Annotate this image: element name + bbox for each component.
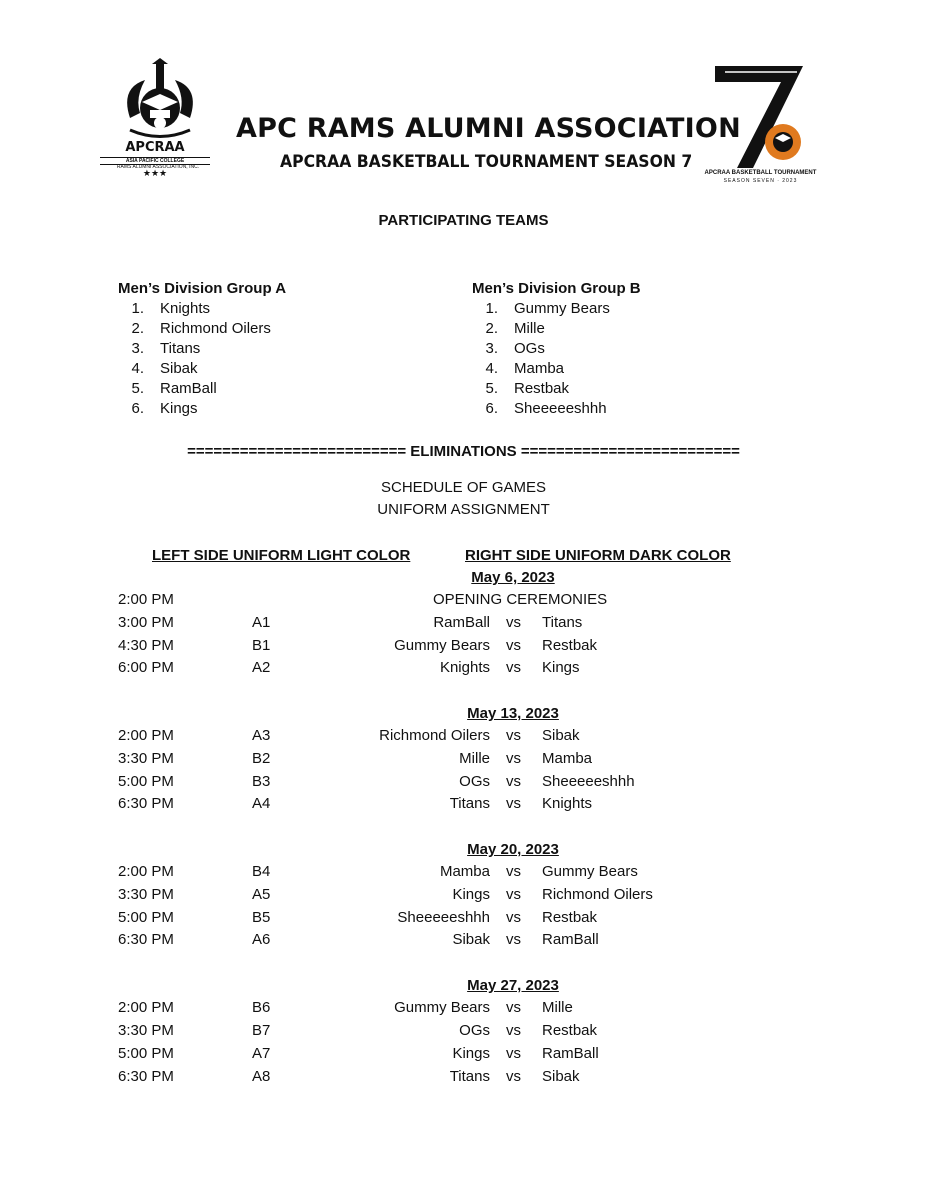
uniform-right-heading: RIGHT SIDE UNIFORM DARK COLOR [465, 547, 731, 564]
game-code: A5 [252, 886, 271, 903]
vs-label: vs [506, 909, 521, 926]
game-code: B1 [252, 637, 271, 654]
away-team: Sheeeeeshhh [542, 773, 635, 790]
game-time: 3:30 PM [118, 1022, 174, 1039]
list-item: 5. Restbak [485, 380, 570, 397]
team-name: Gummy Bears [514, 300, 610, 317]
game-time: 2:00 PM [118, 727, 174, 744]
team-name: Richmond Oilers [160, 320, 271, 337]
apcraa-logo [100, 58, 220, 178]
game-code: A2 [252, 659, 271, 676]
vs-label: vs [506, 999, 521, 1016]
table-row [0, 659, 927, 681]
game-code: B4 [252, 863, 271, 880]
list-item: 3. OGs [485, 340, 545, 357]
team-name: Restbak [514, 380, 570, 397]
vs-label: vs [506, 614, 521, 631]
table-row [0, 886, 927, 908]
game-time: 2:00 PM [118, 999, 174, 1016]
away-team: Sibak [542, 727, 580, 744]
game-code: A7 [252, 1045, 271, 1062]
list-item: 2. Richmond Oilers [131, 320, 271, 337]
table-row [0, 931, 927, 953]
table-row [0, 1022, 927, 1044]
list-item: 1. Gummy Bears [485, 300, 610, 317]
eliminations-banner: ========================= ELIMINATIONS ========================= [187, 443, 740, 460]
table-row [0, 863, 927, 885]
away-team: Sibak [542, 1068, 580, 1085]
list-item: 1. Knights [131, 300, 211, 317]
date-heading: May 20, 2023 [467, 841, 559, 858]
event-label: OPENING CEREMONIES [433, 591, 608, 608]
team-name: Sibak [160, 360, 198, 377]
logo-line1: ASIA PACIFIC COLLEGE [100, 157, 210, 165]
vs-label: vs [506, 659, 521, 676]
game-time: 6:30 PM [118, 1068, 174, 1085]
vs-label: vs [506, 1068, 521, 1085]
game-code: A8 [252, 1068, 271, 1085]
list-item: 6. Kings [131, 400, 198, 417]
game-time: 6:00 PM [118, 659, 174, 676]
table-row [0, 727, 927, 749]
vs-label: vs [506, 750, 521, 767]
season-7-logo [703, 60, 818, 185]
team-name: Mamba [514, 360, 565, 377]
home-team: RamBall [433, 614, 490, 631]
home-team: Mamba [439, 863, 490, 880]
game-time: 6:30 PM [118, 795, 174, 812]
home-team: Sheeeeeshhh [397, 909, 490, 926]
game-time: 5:00 PM [118, 773, 174, 790]
home-team: OGs [459, 1022, 490, 1039]
list-item: 3. Titans [131, 340, 201, 357]
game-code: B2 [252, 750, 271, 767]
page-subtitle: APCRAA BASKETBALL TOURNAMENT SEASON 7 [280, 152, 693, 172]
vs-label: vs [506, 795, 521, 812]
game-code: A4 [252, 795, 271, 812]
away-team: Restbak [542, 1022, 598, 1039]
vs-label: vs [506, 1045, 521, 1062]
list-item: 2. Mille [485, 320, 545, 337]
table-row [0, 773, 927, 795]
away-team: RamBall [542, 931, 599, 948]
table-row [0, 591, 927, 613]
list-item: 4. Mamba [485, 360, 565, 377]
home-team: Gummy Bears [394, 999, 490, 1016]
away-team: Titans [542, 614, 583, 631]
home-team: Kings [452, 1045, 490, 1062]
participating-title: PARTICIPATING TEAMS [378, 212, 549, 229]
game-time: 4:30 PM [118, 637, 174, 654]
table-row [0, 1045, 927, 1067]
team-name: Mille [514, 320, 545, 337]
table-row [0, 999, 927, 1021]
game-time: 3:00 PM [118, 614, 174, 631]
game-code: B6 [252, 999, 271, 1016]
game-time: 5:00 PM [118, 909, 174, 926]
logo-name: APCRAA [125, 140, 185, 155]
season-logo-line2: SEASON SEVEN · 2023 [723, 178, 798, 184]
away-team: Mamba [542, 750, 593, 767]
away-team: RamBall [542, 1045, 599, 1062]
away-team: Kings [542, 659, 580, 676]
vs-label: vs [506, 727, 521, 744]
game-code: B3 [252, 773, 271, 790]
game-time: 6:30 PM [118, 931, 174, 948]
home-team: OGs [459, 773, 490, 790]
list-item: 6. Sheeeeeshhh [485, 400, 607, 417]
game-time: 5:00 PM [118, 1045, 174, 1062]
vs-label: vs [506, 1022, 521, 1039]
seven-emblem-icon [703, 60, 818, 170]
game-time: 2:00 PM [118, 591, 174, 608]
home-team: Titans [449, 1068, 490, 1085]
team-name: RamBall [160, 380, 217, 397]
game-code: A3 [252, 727, 271, 744]
home-team: Sibak [452, 931, 490, 948]
team-name: Titans [160, 340, 201, 357]
game-time: 3:30 PM [118, 750, 174, 767]
away-team: Restbak [542, 637, 598, 654]
away-team: Knights [542, 795, 593, 812]
vs-label: vs [506, 863, 521, 880]
vs-label: vs [506, 931, 521, 948]
page-title: APC RAMS ALUMNI ASSOCIATION [236, 113, 741, 144]
home-team: Mille [459, 750, 490, 767]
date-heading: May 27, 2023 [467, 977, 559, 994]
date-heading: May 13, 2023 [467, 705, 559, 722]
group-b-heading: Men’s Division Group B [472, 280, 641, 297]
vs-label: vs [506, 886, 521, 903]
team-name: OGs [514, 340, 545, 357]
season-logo-line1: APCRAA BASKETBALL TOURNAMENT [704, 170, 817, 176]
away-team: Mille [542, 999, 573, 1016]
table-row [0, 909, 927, 931]
group-b-list [472, 300, 610, 420]
home-team: Kings [452, 886, 490, 903]
home-team: Gummy Bears [394, 637, 490, 654]
group-a-list [118, 300, 271, 420]
table-row [0, 614, 927, 636]
uniform-left-heading: LEFT SIDE UNIFORM LIGHT COLOR [152, 547, 411, 564]
list-item: 5. RamBall [131, 380, 217, 397]
game-time: 3:30 PM [118, 886, 174, 903]
game-code: B5 [252, 909, 271, 926]
team-name: Kings [160, 400, 198, 417]
home-team: Knights [439, 659, 490, 676]
schedule-title: SCHEDULE OF GAMES [380, 479, 547, 496]
vs-label: vs [506, 773, 521, 790]
away-team: Richmond Oilers [542, 886, 653, 903]
table-row [0, 795, 927, 817]
home-team: Richmond Oilers [379, 727, 490, 744]
home-team: Titans [449, 795, 490, 812]
game-time: 2:00 PM [118, 863, 174, 880]
team-name: Sheeeeeshhh [514, 400, 607, 417]
logo-stars: ★★★ [142, 168, 168, 178]
table-row [0, 637, 927, 659]
game-code: A1 [252, 614, 271, 631]
team-name: Knights [160, 300, 211, 317]
vs-label: vs [506, 637, 521, 654]
table-row [0, 750, 927, 772]
away-team: Restbak [542, 909, 598, 926]
away-team: Gummy Bears [542, 863, 638, 880]
table-row [0, 1068, 927, 1090]
date-heading: May 6, 2023 [471, 569, 555, 586]
logo-line2: RAMS ALUMNI ASSOCIATION, INC. [116, 164, 200, 170]
uniform-title: UNIFORM ASSIGNMENT [377, 501, 550, 518]
game-code: A6 [252, 931, 271, 948]
game-code: B7 [252, 1022, 271, 1039]
list-item: 4. Sibak [131, 360, 198, 377]
group-a-heading: Men’s Division Group A [118, 280, 287, 297]
